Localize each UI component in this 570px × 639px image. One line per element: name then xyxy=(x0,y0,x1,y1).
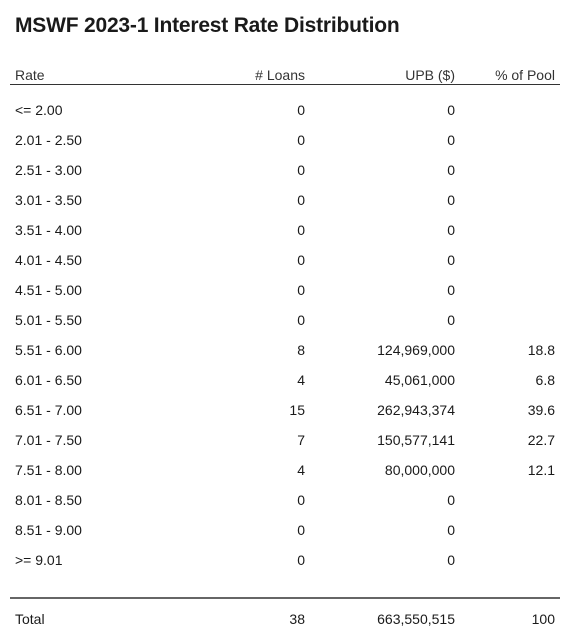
rate-cell: 3.51 - 4.00 xyxy=(15,222,82,238)
table-row xyxy=(10,365,560,395)
upb-cell: 150,577,141 xyxy=(377,432,455,448)
table-row xyxy=(10,305,560,335)
interest-rate-table xyxy=(10,66,560,639)
loans-cell: 0 xyxy=(297,222,305,238)
loans-cell: 15 xyxy=(289,402,305,418)
rate-cell: 8.01 - 8.50 xyxy=(15,492,82,508)
rate-cell: 8.51 - 9.00 xyxy=(15,522,82,538)
pool-cell: 22.7 xyxy=(527,432,555,448)
upb-cell: 124,969,000 xyxy=(377,342,455,358)
loans-cell: 0 xyxy=(297,492,305,508)
loans-cell: 0 xyxy=(297,552,305,568)
pool-cell: 39.6 xyxy=(527,402,555,418)
upb-cell: 0 xyxy=(447,282,455,298)
total-pool: 100 xyxy=(531,611,555,627)
upb-cell: 0 xyxy=(447,252,455,268)
loans-cell: 0 xyxy=(297,252,305,268)
table-row xyxy=(10,425,560,455)
rate-cell: <= 2.00 xyxy=(15,102,63,118)
table-row xyxy=(10,245,560,275)
upb-cell: 0 xyxy=(447,102,455,118)
rate-cell: 4.01 - 4.50 xyxy=(15,252,82,268)
loans-cell: 7 xyxy=(297,432,305,448)
loans-cell: 0 xyxy=(297,522,305,538)
loans-cell: 0 xyxy=(297,192,305,208)
loans-cell: 0 xyxy=(297,282,305,298)
total-row xyxy=(10,597,560,639)
rate-cell: >= 9.01 xyxy=(15,552,63,568)
table-row xyxy=(10,95,560,125)
table-row xyxy=(10,545,560,575)
rate-cell: 4.51 - 5.00 xyxy=(15,282,82,298)
total-label: Total xyxy=(15,611,45,627)
loans-cell: 8 xyxy=(297,342,305,358)
rate-cell: 5.01 - 5.50 xyxy=(15,312,82,328)
upb-cell: 262,943,374 xyxy=(377,402,455,418)
upb-cell: 0 xyxy=(447,552,455,568)
rate-cell: 6.51 - 7.00 xyxy=(15,402,82,418)
rate-cell: 7.51 - 8.00 xyxy=(15,462,82,478)
upb-cell: 45,061,000 xyxy=(384,372,455,388)
table-row xyxy=(10,185,560,215)
table-row xyxy=(10,515,560,545)
table-row xyxy=(10,485,560,515)
rate-cell: 7.01 - 7.50 xyxy=(15,432,82,448)
pool-cell: 12.1 xyxy=(527,462,555,478)
table-row xyxy=(10,455,560,485)
pool-cell: 6.8 xyxy=(535,372,555,388)
loans-cell: 4 xyxy=(297,372,305,388)
table-header xyxy=(10,66,560,85)
total-loans: 38 xyxy=(289,611,305,627)
table-spacer xyxy=(10,575,560,597)
table-row xyxy=(10,125,560,155)
loans-cell: 0 xyxy=(297,162,305,178)
total-upb: 663,550,515 xyxy=(377,611,455,627)
column-header-rate: Rate xyxy=(15,67,45,83)
upb-cell: 80,000,000 xyxy=(384,462,455,478)
column-header-upb: UPB ($) xyxy=(405,67,455,83)
column-header-loans: # Loans xyxy=(255,67,305,83)
upb-cell: 0 xyxy=(447,522,455,538)
table-row xyxy=(10,215,560,245)
table-row xyxy=(10,275,560,305)
upb-cell: 0 xyxy=(447,492,455,508)
table-row xyxy=(10,155,560,185)
rate-cell: 2.51 - 3.00 xyxy=(15,162,82,178)
table-row xyxy=(10,335,560,365)
table-body xyxy=(10,85,560,575)
page-title: MSWF 2023-1 Interest Rate Distribution xyxy=(15,14,400,37)
rate-cell: 2.01 - 2.50 xyxy=(15,132,82,148)
column-header-pool: % of Pool xyxy=(495,67,555,83)
table-row xyxy=(10,395,560,425)
upb-cell: 0 xyxy=(447,192,455,208)
upb-cell: 0 xyxy=(447,132,455,148)
rate-cell: 6.01 - 6.50 xyxy=(15,372,82,388)
rate-cell: 3.01 - 3.50 xyxy=(15,192,82,208)
pool-cell: 18.8 xyxy=(527,342,555,358)
loans-cell: 0 xyxy=(297,312,305,328)
loans-cell: 0 xyxy=(297,102,305,118)
upb-cell: 0 xyxy=(447,162,455,178)
loans-cell: 4 xyxy=(297,462,305,478)
loans-cell: 0 xyxy=(297,132,305,148)
upb-cell: 0 xyxy=(447,312,455,328)
upb-cell: 0 xyxy=(447,222,455,238)
rate-cell: 5.51 - 6.00 xyxy=(15,342,82,358)
